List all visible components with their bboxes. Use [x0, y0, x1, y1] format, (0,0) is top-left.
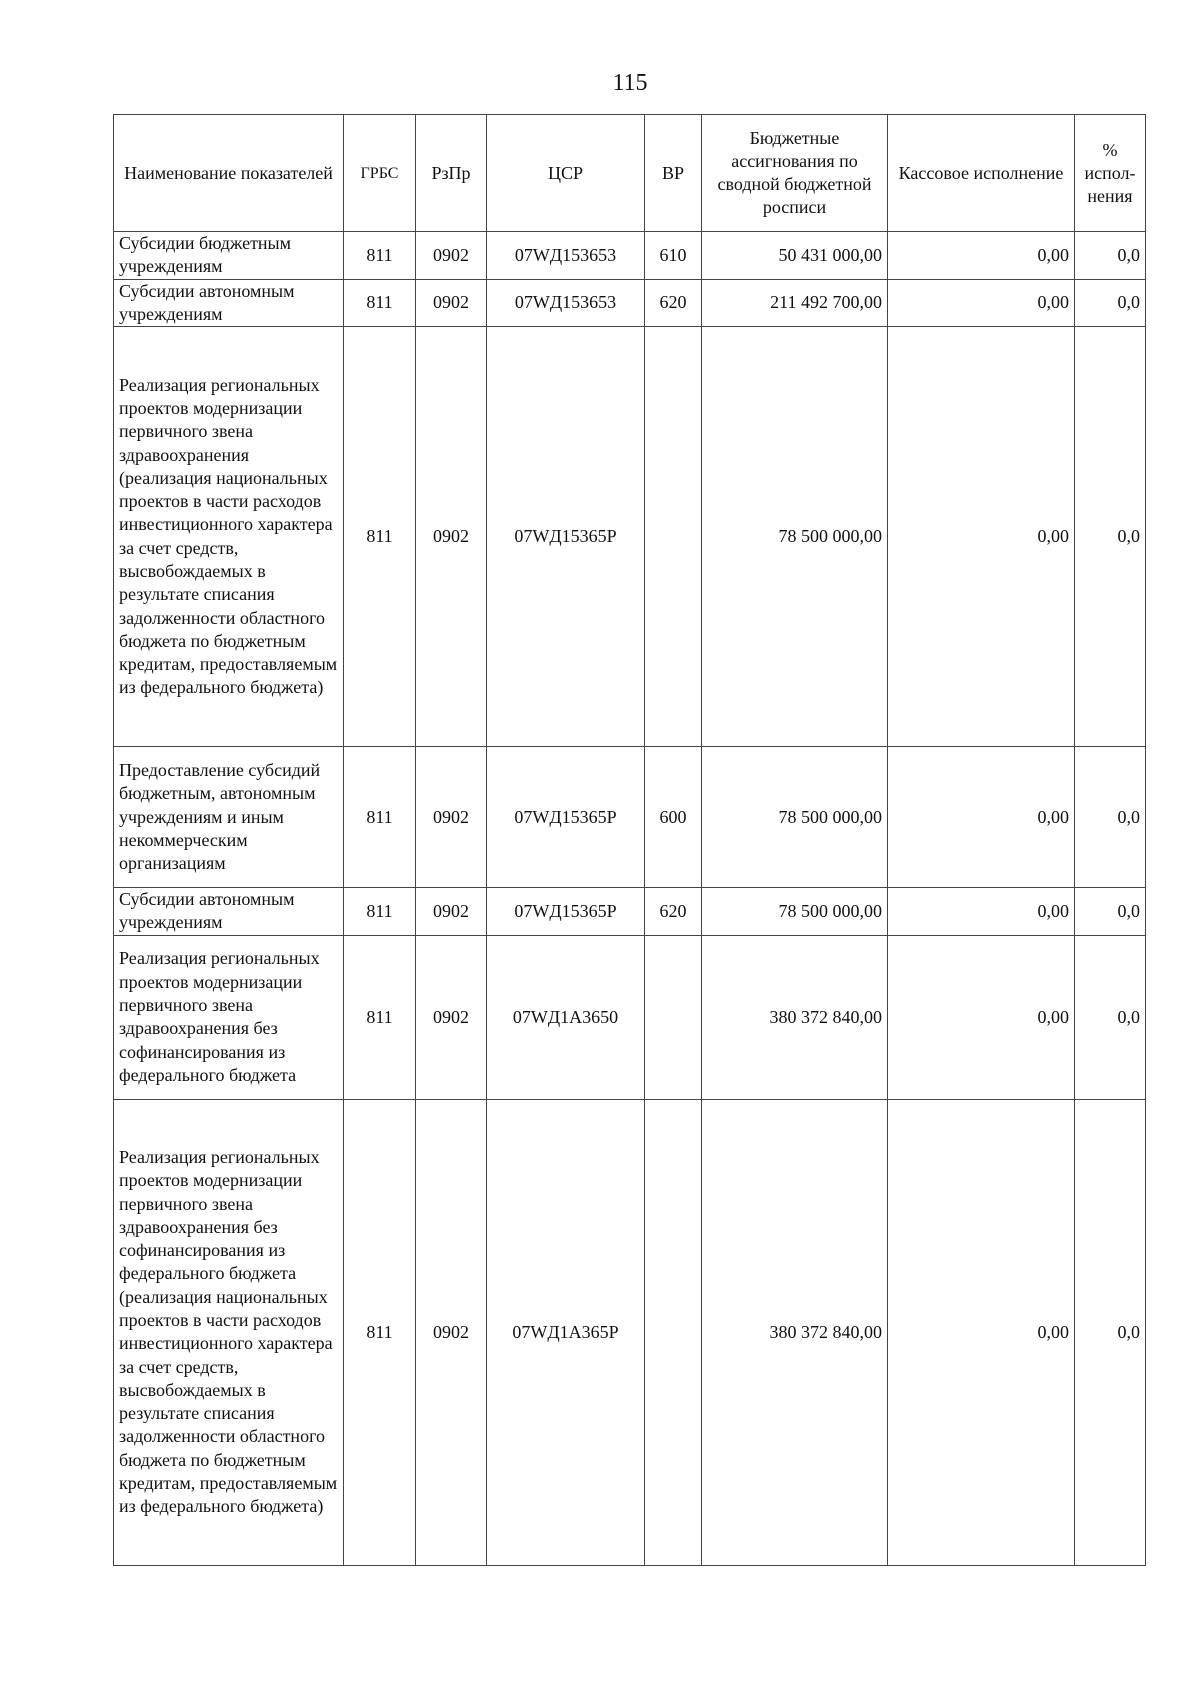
table-row [114, 1099, 1146, 1565]
row-name: Предоставление субсидий бюджетным, автономным учреждениям и иным некоммерческим организациям [114, 747, 344, 888]
row-assignments: 380 372 840,00 [702, 935, 888, 1099]
row-csr: 07WД15365Р [487, 747, 645, 888]
row-rzpr: 0902 [416, 232, 487, 280]
row-cash-execution: 0,00 [888, 747, 1075, 888]
row-vr: 620 [645, 279, 702, 327]
table-row [114, 747, 1146, 888]
table-row [114, 232, 1146, 280]
budget-table [113, 114, 1146, 1566]
row-name: Субсидии бюджетным учреждениям [114, 232, 344, 280]
row-grbs: 811 [344, 232, 416, 280]
row-rzpr: 0902 [416, 747, 487, 888]
row-vr: 600 [645, 747, 702, 888]
row-csr: 07WД15365Р [487, 888, 645, 936]
row-percent: 0,0 [1075, 888, 1146, 936]
row-cash-execution: 0,00 [888, 327, 1075, 747]
row-percent: 0,0 [1075, 232, 1146, 280]
table-row [114, 279, 1146, 327]
header-grbs: ГРБС [344, 115, 416, 232]
row-vr [645, 1099, 702, 1565]
row-rzpr: 0902 [416, 327, 487, 747]
row-name: Субсидии автономным учреждениям [114, 888, 344, 936]
header-cash-execution: Кассовое исполнение [888, 115, 1075, 232]
table-row [114, 888, 1146, 936]
row-rzpr: 0902 [416, 935, 487, 1099]
row-assignments: 380 372 840,00 [702, 1099, 888, 1565]
row-cash-execution: 0,00 [888, 888, 1075, 936]
row-rzpr: 0902 [416, 279, 487, 327]
header-vr: ВР [645, 115, 702, 232]
row-name: Субсидии автономным учреждениям [114, 279, 344, 327]
row-rzpr: 0902 [416, 888, 487, 936]
row-grbs: 811 [344, 1099, 416, 1565]
row-cash-execution: 0,00 [888, 1099, 1075, 1565]
row-grbs: 811 [344, 935, 416, 1099]
row-csr: 07WД15365Р [487, 327, 645, 747]
row-percent: 0,0 [1075, 935, 1146, 1099]
header-csr: ЦСР [487, 115, 645, 232]
row-percent: 0,0 [1075, 747, 1146, 888]
row-assignments: 50 431 000,00 [702, 232, 888, 280]
row-grbs: 811 [344, 888, 416, 936]
header-rzpr: РзПр [416, 115, 487, 232]
row-assignments: 78 500 000,00 [702, 747, 888, 888]
row-vr [645, 935, 702, 1099]
row-grbs: 811 [344, 327, 416, 747]
header-name: Наименование показателей [114, 115, 344, 232]
row-percent: 0,0 [1075, 327, 1146, 747]
row-name: Реализация региональных проектов модернизации первичного звена здравоохранения (реализация национальных проектов в части расходов инвестиционного характера за счет средств, высвобождаемых в результате списания задолженности областного бюджета по бюджетным кредитам, предоставляемым из федерального бюджета) [114, 327, 344, 747]
row-csr: 07WД1А365Р [487, 1099, 645, 1565]
row-cash-execution: 0,00 [888, 935, 1075, 1099]
row-name: Реализация региональных проектов модернизации первичного звена здравоохранения без софинансирования из федерального бюджета (реализация национальных проектов в части расходов инвестиционного характера за счет средств, высвобождаемых в результате списания задолженности областного бюджета по бюджетным кредитам, предоставляемым из федерального бюджета) [114, 1099, 344, 1565]
row-percent: 0,0 [1075, 279, 1146, 327]
row-grbs: 811 [344, 279, 416, 327]
row-csr: 07WД153653 [487, 279, 645, 327]
row-grbs: 811 [344, 747, 416, 888]
row-vr [645, 327, 702, 747]
row-cash-execution: 0,00 [888, 279, 1075, 327]
row-assignments: 211 492 700,00 [702, 279, 888, 327]
table-row [114, 935, 1146, 1099]
row-name: Реализация региональных проектов модернизации первичного звена здравоохранения без софинансирования из федерального бюджета [114, 935, 344, 1099]
header-percent: % испол-нения [1075, 115, 1146, 232]
row-cash-execution: 0,00 [888, 232, 1075, 280]
header-row [114, 115, 1146, 232]
row-csr: 07WД153653 [487, 232, 645, 280]
header-assignments: Бюджетные ассигнования по сводной бюджетной росписи [702, 115, 888, 232]
table-row [114, 327, 1146, 747]
row-vr: 620 [645, 888, 702, 936]
row-assignments: 78 500 000,00 [702, 327, 888, 747]
row-assignments: 78 500 000,00 [702, 888, 888, 936]
row-csr: 07WД1А3650 [487, 935, 645, 1099]
page-number: 115 [612, 70, 648, 96]
row-rzpr: 0902 [416, 1099, 487, 1565]
row-vr: 610 [645, 232, 702, 280]
row-percent: 0,0 [1075, 1099, 1146, 1565]
